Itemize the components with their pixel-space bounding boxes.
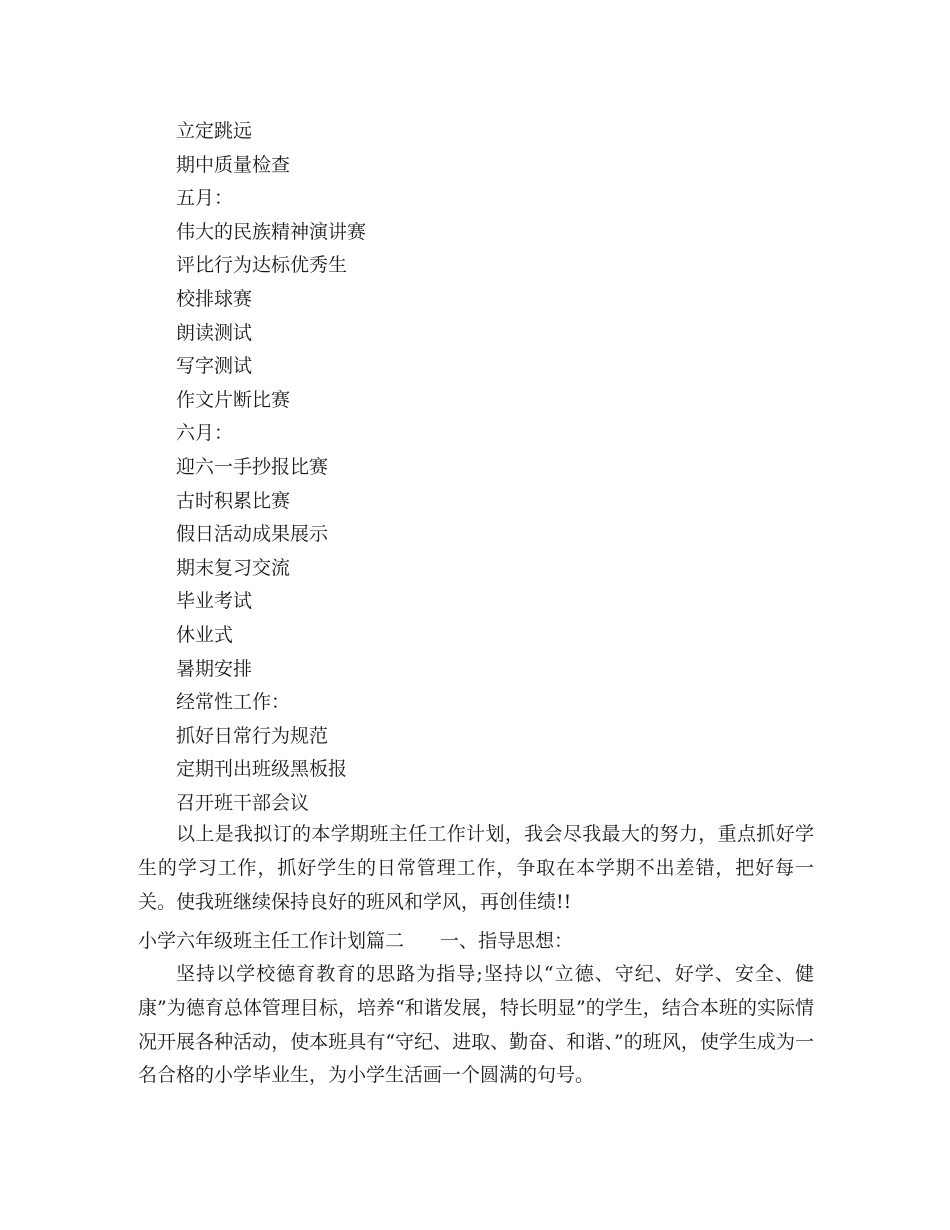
month-heading: 五月： xyxy=(176,187,234,210)
schedule-list xyxy=(176,115,816,820)
schedule-item: 假日活动成果展示 xyxy=(176,523,329,546)
schedule-item: 期末复习交流 xyxy=(176,556,291,579)
schedule-item: 评比行为达标优秀生 xyxy=(176,254,348,277)
closing-paragraph: 以上是我拟订的本学期班主任工作计划，我会尽我最大的努力，重点抓好学生的学习工作，抓好学生的日常管理工作，争取在本学期不出差错，把好每一关。使我班继续保持良好的班风和学风，再创佳绩!! xyxy=(138,823,814,913)
schedule-item: 抓好日常行为规范 xyxy=(176,724,329,747)
section-heading-line xyxy=(138,925,814,959)
schedule-item: 古时积累比赛 xyxy=(176,489,291,512)
schedule-item: 朗读测试 xyxy=(176,321,253,344)
schedule-item: 写字测试 xyxy=(176,355,253,378)
section-title: 小学六年级班主任工作计划篇二 xyxy=(138,930,405,952)
schedule-item: 作文片断比赛 xyxy=(176,388,291,411)
schedule-item: 暑期安排 xyxy=(176,657,253,680)
schedule-item: 定期刊出班级黑板报 xyxy=(176,758,348,781)
month-heading: 六月： xyxy=(176,422,234,445)
schedule-item: 校排球赛 xyxy=(176,287,253,310)
schedule-item: 召开班干部会议 xyxy=(176,791,310,814)
schedule-item: 迎六一手抄报比赛 xyxy=(176,455,329,478)
schedule-item: 伟大的民族精神演讲赛 xyxy=(176,220,367,243)
schedule-item: 期中质量检查 xyxy=(176,153,291,176)
schedule-item: 毕业考试 xyxy=(176,590,253,613)
routine-heading: 经常性工作： xyxy=(176,691,291,714)
guiding-paragraph: 坚持以学校德育教育的思路为指导;坚持以“立德、守纪、好学、安全、健康”为德育总体管理目标，培养“和谐发展，特长明显”的学生，结合本班的实际情况开展各种活动，使本班具有“守纪、进取、勤奋、和谐、”的班风，使学生成为一名合格的小学毕业生，为小学生活画一个圆满的句号。 xyxy=(138,963,814,1087)
guiding-thought-heading: 一、指导思想： xyxy=(440,930,574,952)
schedule-item: 休业式 xyxy=(176,623,234,646)
schedule-item: 立定跳远 xyxy=(176,120,253,142)
